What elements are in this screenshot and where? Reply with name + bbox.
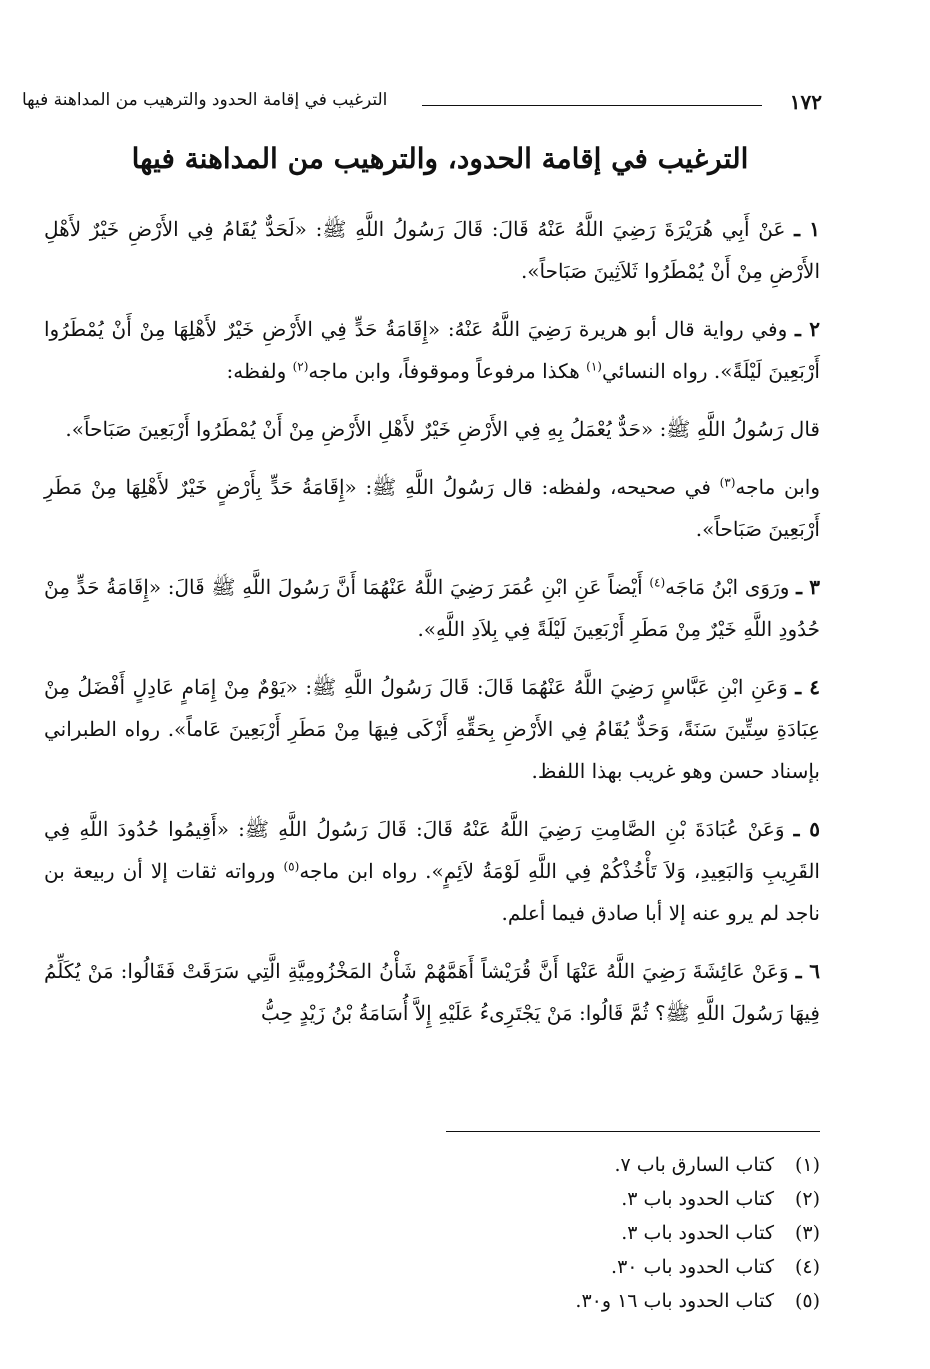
footnote-ref[interactable]: (٤) xyxy=(649,575,666,590)
paragraph-text: وفي رواية قال أبو هريرة رَضِيَ اللَّهُ عَنْهُ: «إِقَامَةُ حَدٍّ فِي الأَرْضِ خَيْرٌ لأَهْلِهَا مِنْ أَنْ يُمْطَرُوا أَرْبَعِينَ لَيْلَةً». رواه النسائي xyxy=(44,317,820,383)
footnote-divider xyxy=(446,1131,820,1132)
header-rule xyxy=(422,105,762,106)
hadith-paragraph-1 xyxy=(44,208,820,292)
chapter-title: الترغيب في إقامة الحدود، والترهيب من المداهنة فيها xyxy=(131,142,749,175)
paragraph-text: وَعَنْ عُبَادَةَ بْنِ الصَّامِتِ رَضِيَ اللَّهُ عَنْهُ قَالَ: قَالَ رَسُولُ اللَّهِ ﷺ: «أَقِيمُوا حُدُودَ اللَّهِ فِي القَرِيبِ وَالبَعِيدِ، وَلاَ تَأْخُذْكُمْ فِي اللَّهِ لَوْمَةُ لاَئِمٍ». رواه ابن ماجه xyxy=(44,817,820,883)
paragraph-text: قال رَسُولُ اللَّهِ ﷺ: «حَدٌّ يُعْمَلُ بِهِ فِي الأَرْضِ خَيْرٌ لأَهْلِ الأَرْضِ مِنْ أَنْ يُمْطَرُوا أَرْبَعِينَ صَبَاحاً». xyxy=(65,417,820,441)
running-header xyxy=(22,86,822,120)
paragraph-text: وَعَنْ عَائِشَةَ رَضِيَ اللَّهُ عَنْهَا أَنَّ قُرَيْشاً أَهَمَّهُمْ شَأْنُ المَخْزُومِيَّةِ الَّتِي سَرَقَتْ فَقَالُوا: مَنْ يُكَلِّمُ فِيهَا رَسُولَ اللَّهِ ﷺ؟ ثُمَّ قَالُوا: مَنْ يَجْتَرِىءُ عَلَيْهِ إِلاَّ أُسَامَةُ بْنُ زَيْدٍ حِبُّ xyxy=(44,959,820,1025)
footnote-ref[interactable]: (٣) xyxy=(719,475,736,490)
footnote-item xyxy=(400,1216,820,1250)
footnote-item xyxy=(400,1284,820,1318)
paragraph-number: ١ ـ xyxy=(794,217,821,241)
footnote-number: (٤) xyxy=(794,1256,820,1278)
footnote-number: (٢) xyxy=(794,1188,820,1210)
paragraph-number: ٢ ـ xyxy=(795,317,821,341)
paragraph-number: ٣ ـ xyxy=(796,575,820,599)
paragraph-text: ولفظه: xyxy=(226,359,293,383)
page-number: ١٧٢ xyxy=(789,90,822,114)
paragraph-text: وابن ماجه xyxy=(735,475,820,499)
footnote-text: كتاب الحدود باب ٣. xyxy=(621,1188,774,1210)
paragraph-number: ٥ ـ xyxy=(793,817,821,841)
footnote-number: (٣) xyxy=(794,1222,820,1244)
paragraph-text: عَنْ أَبِي هُرَيْرَةَ رَضِيَ اللَّهُ عَنْهُ قَالَ: قَالَ رَسُولُ اللَّهِ ﷺ: «لَحَدٌّ يُقَامُ فِي الأَرْضِ خَيْرٌ لأَهْلِ الأَرْضِ مِنْ أَنْ يُمْطَرُوا ثَلاَثِينَ صَبَاحاً». xyxy=(44,217,820,283)
hadith-paragraph-4 xyxy=(44,666,820,792)
footnote-ref[interactable]: (١) xyxy=(586,359,602,374)
hadith-paragraph-5 xyxy=(44,808,820,934)
footnote-number: (٥) xyxy=(794,1290,820,1312)
running-title: الترغيب في إقامة الحدود والترهيب من المداهنة فيها xyxy=(22,90,388,110)
footnotes xyxy=(400,1148,820,1318)
footnote-text: كتاب السارق باب ٧. xyxy=(614,1154,774,1176)
paragraph-text: هكذا مرفوعاً وموقوفاً، وابن ماجه xyxy=(308,359,587,383)
paragraph-text: أَيْضاً عَنِ ابْنِ عُمَرَ رَضِيَ اللَّهُ عَنْهُمَا أَنَّ رَسُولَ اللَّهِ ﷺ قَالَ: «إِقَامَةُ حَدٍّ مِنْ حُدُودِ اللَّهِ خَيْرٌ مِنْ مَطَرِ أَرْبَعِينَ لَيْلَةً فِي بِلاَدِ اللَّهِ». xyxy=(44,575,820,641)
body-text xyxy=(44,208,820,1050)
footnote-ref[interactable]: (٥) xyxy=(283,859,300,874)
paragraph-text: ورَوَى ابْنُ مَاجَه xyxy=(665,575,790,599)
hadith-paragraph-6 xyxy=(44,950,820,1034)
footnote-item xyxy=(400,1250,820,1284)
hadith-paragraph-3 xyxy=(44,566,820,650)
paragraph-number: ٤ ـ xyxy=(795,675,821,699)
footnote-text: كتاب الحدود باب ٣٠. xyxy=(611,1256,774,1278)
hadith-paragraph-2b xyxy=(44,408,820,450)
footnote-item xyxy=(400,1182,820,1216)
footnote-ref[interactable]: (٢) xyxy=(292,359,309,374)
paragraph-text: ورواته ثقات إلا أن ربيعة بن ناجد لم يرو عنه إلا أبا صادق فيما أعلم. xyxy=(44,859,820,925)
footnote-text: كتاب الحدود باب ١٦ و٣٠. xyxy=(575,1290,774,1312)
paragraph-number: ٦ ـ xyxy=(795,959,821,983)
hadith-paragraph-2c xyxy=(44,466,820,550)
paragraph-text: وَعَنِ ابْنِ عَبَّاسٍ رَضِيَ اللَّهُ عَنْهُمَا قَالَ: قَالَ رَسُولُ اللَّهِ ﷺ: «يَوْمٌ مِنْ إِمَامٍ عَادِلٍ أَفْضَلُ مِنْ عِبَادَةِ سِتِّينَ سَنَةً، وَحَدٌّ يُقَامُ فِي الأَرْضِ بِحَقِّهِ أَزْكَى فِيهَا مِنْ مَطَرِ أَرْبَعِينَ عَاماً». رواه الطبراني بإسناد حسن وهو غريب بهذا اللفظ. xyxy=(44,675,820,783)
footnote-item xyxy=(400,1148,820,1182)
footnote-text: كتاب الحدود باب ٣. xyxy=(621,1222,774,1244)
footnote-number: (١) xyxy=(794,1154,820,1176)
paragraph-text: في صحيحه، ولفظه: قال رَسُولُ اللَّهِ ﷺ: «إِقَامَةُ حَدٍّ بِأَرْضٍ خَيْرٌ لأَهْلِهَا مِنْ مَطَرِ أَرْبَعِينَ صَبَاحاً». xyxy=(44,475,820,541)
hadith-paragraph-2 xyxy=(44,308,820,392)
